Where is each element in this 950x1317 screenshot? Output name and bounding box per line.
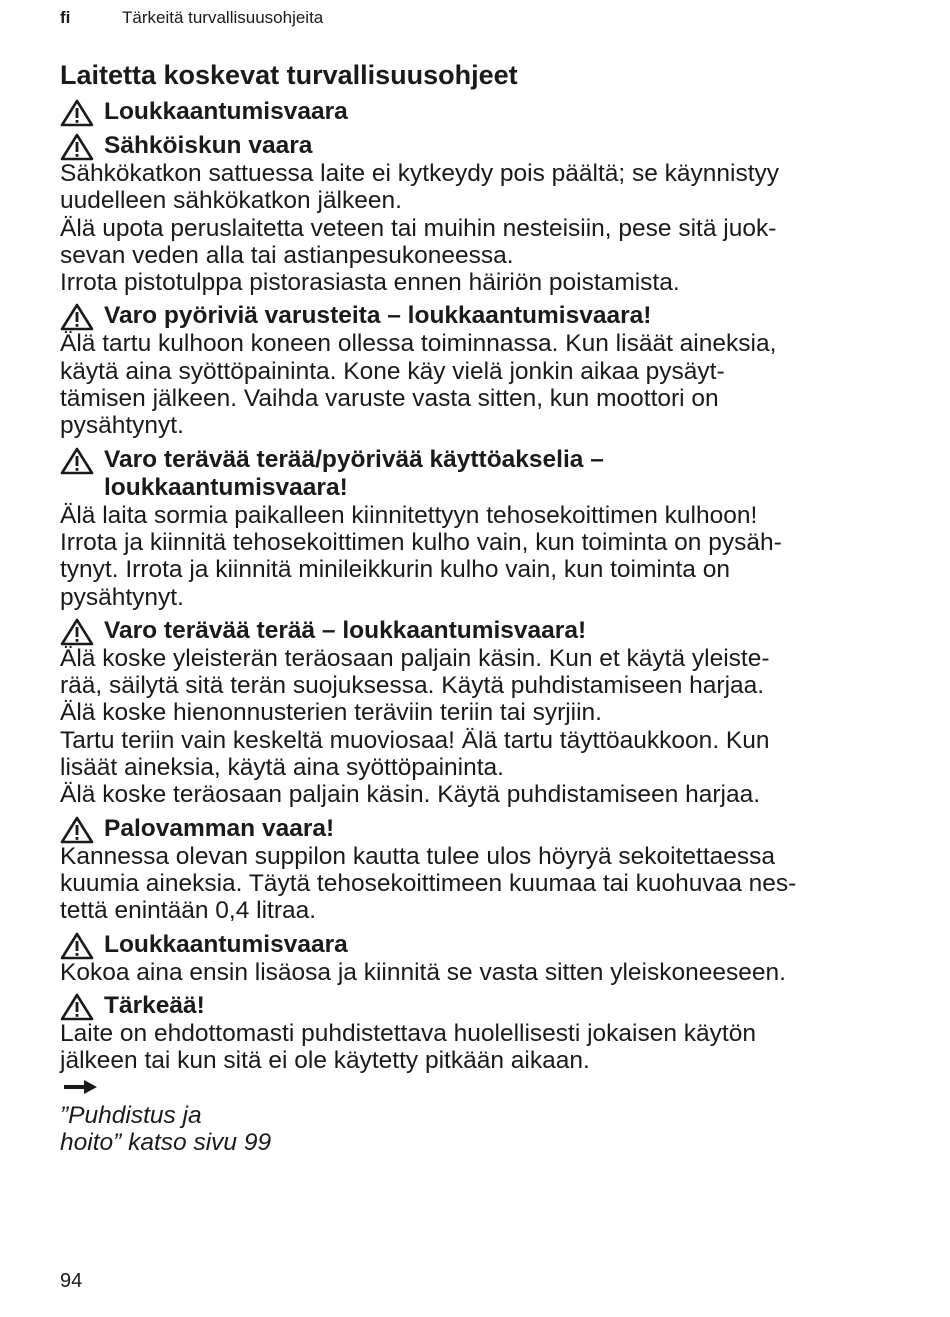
body-line: uudelleen sähkökatkon jälkeen.	[60, 187, 402, 215]
body-line: Älä koske yleisterän teräosaan paljain käsin. Kun et käytä yleiste-	[60, 644, 770, 672]
language-code: fi	[60, 8, 71, 27]
body-line: sevan veden alla tai astianpesukoneessa.	[60, 241, 514, 269]
page-title: Laitetta koskevat turvallisuusohjeet	[60, 60, 518, 90]
body-line: tynyt. Irrota ja kiinnitä minileikkurin kulho vain, kun toiminta on	[60, 556, 730, 584]
warning-triangle-icon	[60, 992, 94, 1020]
body-line: tettä enintään 0,4 litraa.	[60, 897, 317, 925]
warning-body	[60, 160, 890, 296]
body-line: Älä laita sormia paikalleen kiinnitettyyn tehosekoittimen kulhoon!	[60, 501, 758, 529]
page-header	[60, 8, 323, 28]
body-line: Älä tartu kulhoon koneen ollessa toiminnassa. Kun lisäät aineksia,	[60, 330, 777, 358]
warning-heading	[60, 617, 890, 645]
warning-heading-text: Loukkaantumisvaara	[104, 930, 348, 958]
body-line: Tartu teriin vain keskeltä muoviosaa! Älä tartu täyttöaukkoon. Kun	[60, 726, 770, 754]
body-line: tämisen jälkeen. Vaihda varuste vasta sitten, kun moottori on	[60, 385, 719, 413]
warning-triangle-icon	[60, 302, 94, 330]
warning-heading-text: loukkaantumisvaara!	[104, 473, 348, 501]
warning-heading-text: Varo pyöriviä varusteita – loukkaantumisvaara!	[104, 302, 652, 330]
warning-heading-text: Varo terävää terää – loukkaantumisvaara!	[104, 616, 587, 644]
body-line: Kannessa olevan suppilon kautta tulee ulos höyryä sekoitettaessa	[60, 842, 776, 870]
warning-body	[60, 502, 890, 611]
warning-body	[60, 645, 890, 809]
page-number: 94	[60, 1270, 83, 1292]
body-line: Laite on ehdottomasti puhdistettava huolellisesti jokaisen käytön	[60, 1019, 756, 1047]
body-line: Kokoa aina ensin lisäosa ja kiinnitä se vasta sitten yleiskoneeseen.	[60, 958, 786, 986]
warning-triangle-icon	[60, 815, 94, 843]
warning-heading	[60, 132, 890, 160]
arrow-right-icon	[64, 1074, 884, 1101]
body-line: pysähtynyt.	[60, 412, 184, 440]
body-line: kuumia aineksia. Täytä tehosekoittimeen kuumaa tai kuohuvaa nes-	[60, 869, 797, 897]
body-line: Älä koske teräosaan paljain käsin. Käytä puhdistamiseen harjaa.	[60, 781, 761, 809]
warning-body	[60, 843, 890, 925]
body-line: rää, säilytä sitä terän suojuksessa. Käytä puhdistamiseen harjaa.	[60, 672, 765, 700]
warning-heading-text: Tärkeää!	[104, 991, 205, 1019]
warning-triangle-icon	[60, 132, 94, 160]
body-line: Irrota pistotulppa pistorasiasta ennen häiriön poistamista.	[60, 269, 680, 297]
warning-body	[60, 1020, 890, 1156]
warning-heading	[60, 98, 890, 126]
warning-triangle-icon	[60, 446, 94, 474]
cross-reference[interactable]: ”Puhdistus ja	[60, 1101, 202, 1129]
body-line-text: jälkeen tai kun sitä ei ole käytetty pitkään aikaan.	[60, 1047, 590, 1075]
warning-heading-text: Varo terävää terää/pyörivää käyttöakselia –	[104, 445, 604, 473]
body-line	[60, 1047, 890, 1129]
warning-heading-text: Sähköiskun vaara	[104, 132, 313, 159]
warning-triangle-icon	[60, 617, 94, 645]
warning-heading-text: Palovamman vaara!	[104, 814, 335, 842]
warning-triangle-icon	[60, 98, 94, 126]
warning-heading	[60, 302, 890, 330]
warning-heading	[60, 446, 890, 502]
body-line: Älä koske hienonnusterien teräviin teriin tai syrjiin.	[60, 699, 602, 727]
warning-body	[60, 959, 890, 986]
warning-heading	[60, 815, 890, 843]
header-title: Tärkeitä turvallisuusohjeita	[122, 8, 324, 27]
body-line: pysähtynyt.	[60, 583, 184, 611]
warning-body	[60, 330, 890, 439]
warning-triangle-icon	[60, 931, 94, 959]
body-line: Älä upota peruslaitetta veteen tai muihin nesteisiin, pese sitä juok-	[60, 214, 777, 242]
body-line: Sähkökatkon sattuessa laite ei kytkeydy pois päältä; se käynnistyy	[60, 160, 780, 187]
warning-heading	[60, 931, 890, 959]
warning-heading	[60, 992, 890, 1020]
cross-reference[interactable]: hoito” katso sivu 99	[60, 1129, 272, 1157]
warning-heading-text: Loukkaantumisvaara	[104, 98, 348, 125]
body-line: Irrota ja kiinnitä tehosekoittimen kulho vain, kun toiminta on pysäh-	[60, 528, 782, 556]
body-line: lisäät aineksia, käytä aina syöttöpaininta.	[60, 754, 504, 782]
safety-content	[60, 58, 890, 1156]
body-line: käytä aina syöttöpaininta. Kone käy vielä jonkin aikaa pysäyt-	[60, 357, 725, 385]
